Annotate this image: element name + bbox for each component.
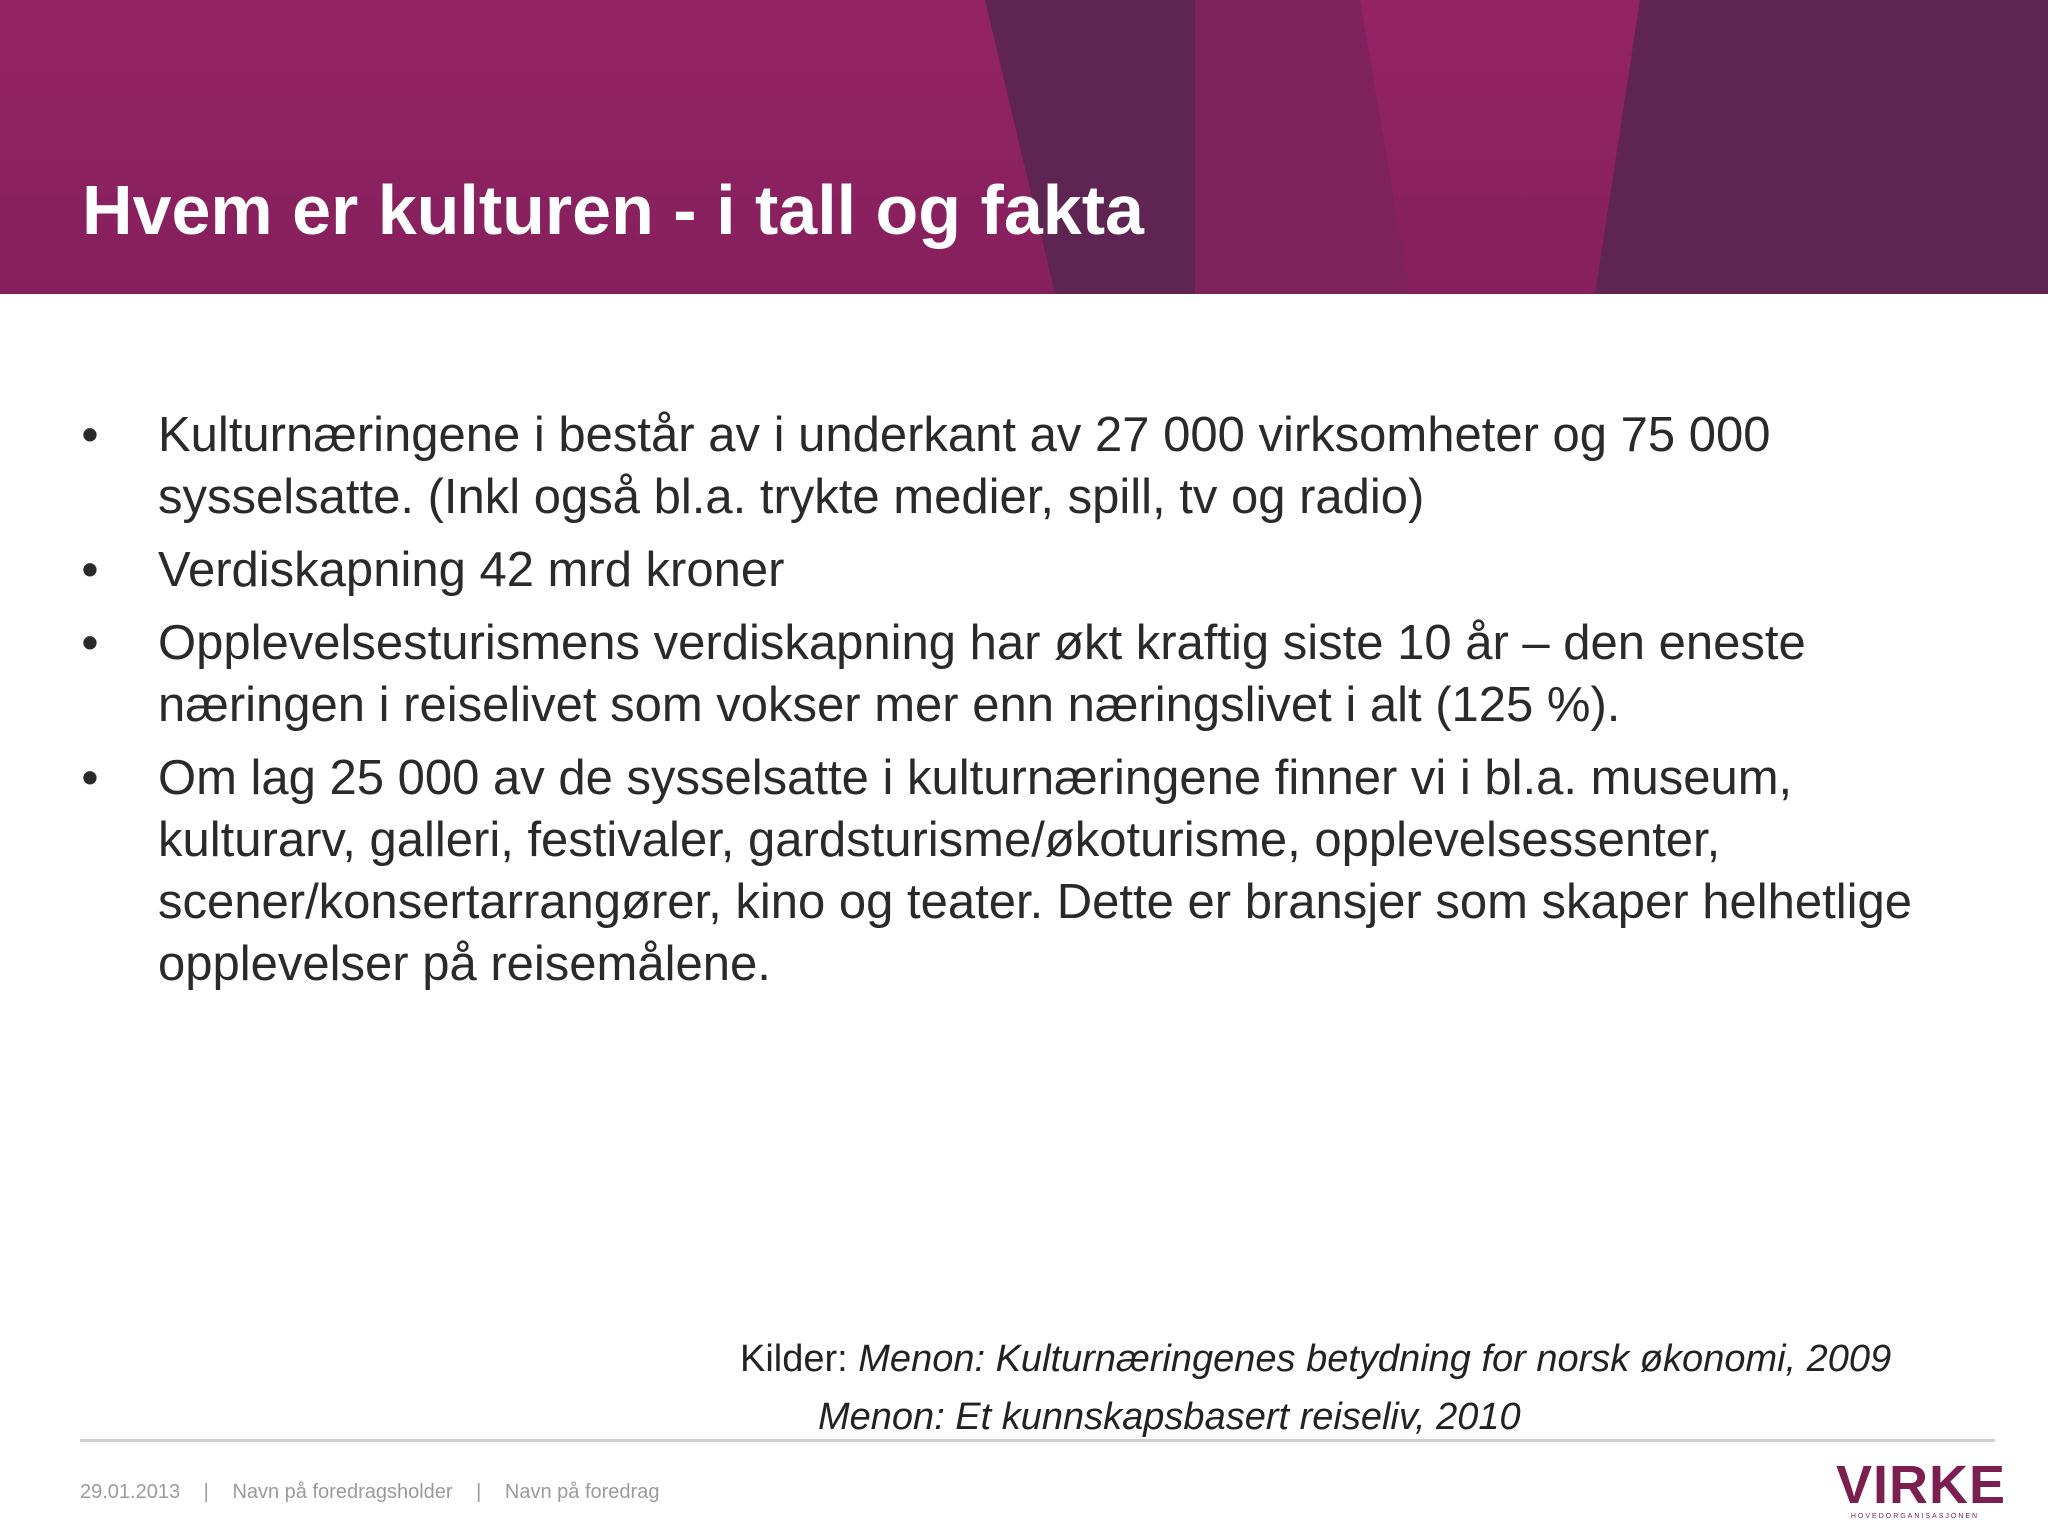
footer-date: 29.01.2013 (80, 1481, 181, 1503)
footer-presenter: Navn på foredragsholder (232, 1481, 453, 1503)
sources-label: Kilder: (740, 1338, 848, 1380)
bullet-text: Verdiskapning 42 mrd kroner (158, 543, 785, 597)
source-line-1 (740, 1330, 1891, 1388)
bullet-item (80, 539, 1980, 601)
slide-footer (80, 1478, 659, 1506)
slide-header (0, 0, 2048, 294)
bullet-marker: • (81, 543, 99, 597)
bullet-item (80, 404, 1980, 528)
source-line-2 (740, 1388, 1891, 1446)
logo-wordmark: VIRKE (1836, 1455, 2007, 1515)
footer-separator: | (203, 1481, 209, 1503)
bullet-text: Kulturnæringene i består av i underkant av 27 000 virksomheter og 75 000 sysselsatte. (Inkl også bl.a. trykte medier, spill, tv og radio) (158, 408, 1771, 524)
footer-separator: | (476, 1481, 482, 1503)
virke-logo (1836, 1455, 2007, 1524)
source-1: Menon: Kulturnæringenes betydning for norsk økonomi, 2009 (858, 1338, 1892, 1380)
bullet-marker: • (81, 408, 99, 462)
bullet-list (80, 404, 1980, 1006)
bullet-text: Om lag 25 000 av de sysselsatte i kulturnæringene finner vi i bl.a. museum, kulturarv, galleri, festivaler, gardsturisme/økoturisme, opplevelsessenter, scener/konsertarrangører, kino og teater. Dette er bransjer som skaper helhetlige opplevelser på reisemålene. (158, 751, 1912, 991)
header-band-dark-2 (1595, 0, 2048, 294)
bullet-item (80, 747, 1980, 995)
source-2: Menon: Et kunnskapsbasert reiseliv, 2010 (818, 1396, 1521, 1438)
bullet-marker: • (81, 616, 99, 670)
footer-divider (80, 1439, 1995, 1442)
slide-title: Hvem er kulturen - i tall og fakta (82, 171, 1144, 249)
bullet-text: Opplevelsesturismens verdiskapning har økt kraftig siste 10 år – den eneste næringen i reiselivet som vokser mer enn næringslivet i alt (125 %). (158, 616, 1806, 732)
bullet-item (80, 612, 1980, 736)
logo-subtitle: HOVEDORGANISASJONEN (1850, 1513, 1980, 1520)
sources-block (740, 1330, 1891, 1446)
footer-presentation: Navn på foredrag (504, 1481, 660, 1503)
bullet-marker: • (81, 751, 99, 805)
